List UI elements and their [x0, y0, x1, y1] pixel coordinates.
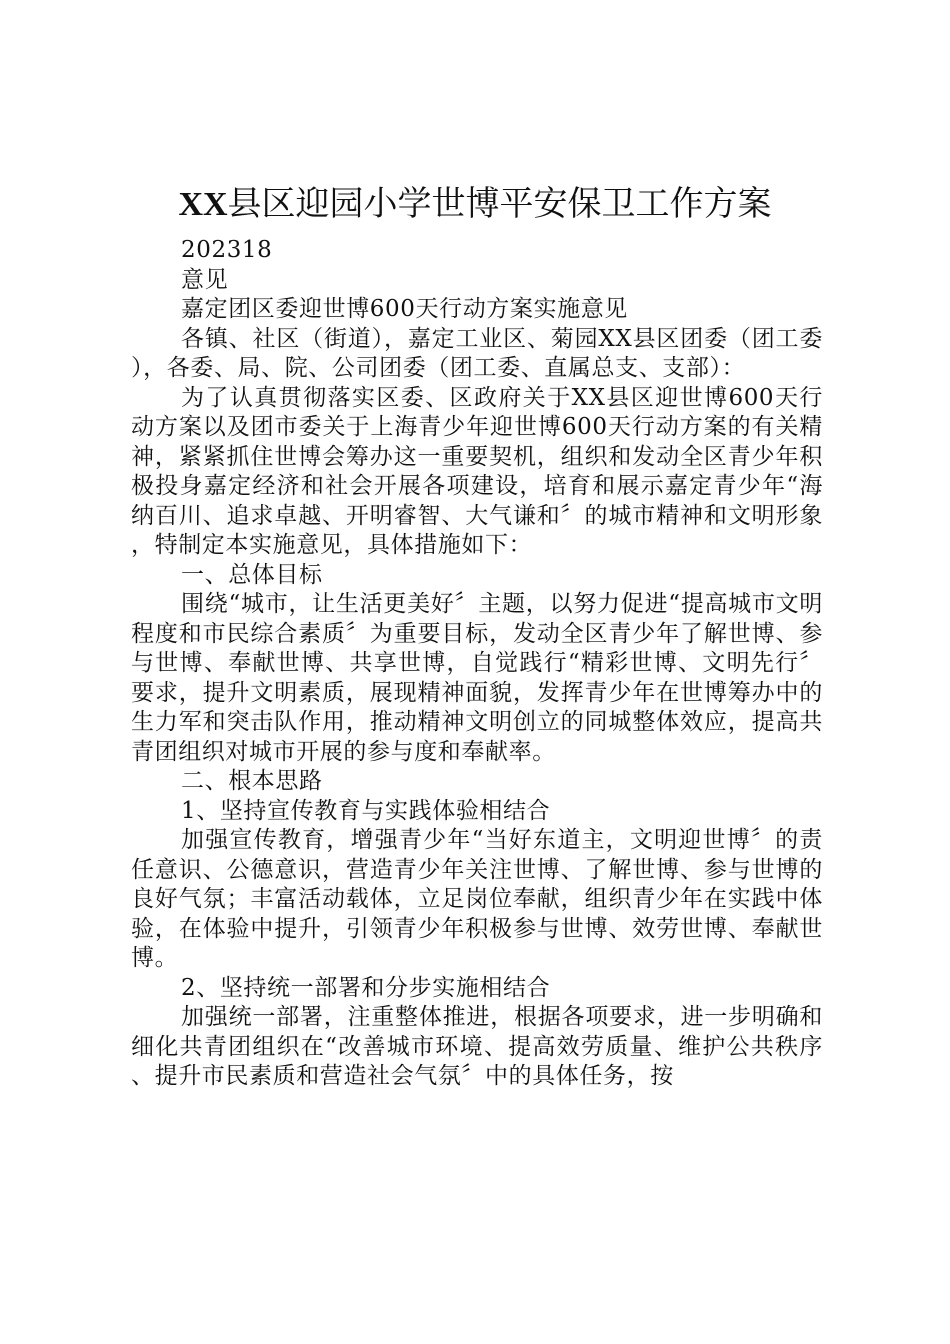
- section2-heading: 二、根本思路: [181, 768, 323, 794]
- title-prefix: XX: [178, 186, 228, 223]
- intro-paragraph: 为了认真贯彻落实区委、区政府关于XX县区迎世博600天行动方案以及团市委关于上海青少年迎世博600天行动方案的有关精神，紧紧抓住世博会筹办这一重要契机，组织和发动全区青少年积极投身嘉定经济和社会开展各项建设，培育和展示嘉定青少年“海纳百川、追求卓越、开明睿智、大气谦和〞的城市精神和文明形象，特制定本实施意见，具体措施如下：: [131, 384, 823, 558]
- section1-paragraph: 围绕“城市，让生活更美好〞主题，以努力促进“提高城市文明程度和市民综合素质〞为重要目标，发动全区青少年了解世博、参与世博、奉献世博、共享世博，自觉践行“精彩世博、文明先行〞要求，提升文明素质，展现精神面貌，发挥青少年在世博筹办中的生力军和突击队作用，推动精神文明创立的同城整体效应，提高共青团组织对城市开展的参与度和奉献率。: [131, 591, 823, 765]
- point2-heading: 2、坚持统一部署和分步实施相结合: [181, 974, 551, 1001]
- document-subtitle: 嘉定团区委迎世博600天行动方案实施意见: [181, 296, 628, 322]
- document-body: [131, 236, 823, 1092]
- title-text: 县区迎园小学世博平安保卫工作方案: [227, 184, 772, 224]
- point1-paragraph: 加强宣传教育，增强青少年“当好东道主，文明迎世博〞的责任意识、公德意识，营造青少年关注世博、了解世博、参与世博的良好气氛；丰富活动载体，立足岗位奉献，组织青少年在实践中体验，在体验中提升，引领青少年积极参与世博、效劳世博、奉献世博。: [131, 827, 823, 971]
- point2-paragraph: 加强统一部署，注重整体推进，根据各项要求，进一步明确和细化共青团组织在“改善城市环境、提高效劳质量、维护公共秩序、提升市民素质和营造社会气氛〞中的具体任务，按: [131, 1004, 823, 1089]
- document-title: [0, 182, 950, 227]
- section1-heading: 一、总体目标: [181, 561, 323, 588]
- addressee-paragraph: 各镇、社区（街道），嘉定工业区、菊园XX县区团委（团工委），各委、局、院、公司团委（团工委、直属总支、支部）：: [131, 325, 823, 381]
- document-date: 202318: [181, 237, 273, 263]
- point1-heading: 1、坚持宣传教育与实践体验相结合: [181, 797, 551, 824]
- document-label: 意见: [181, 266, 229, 293]
